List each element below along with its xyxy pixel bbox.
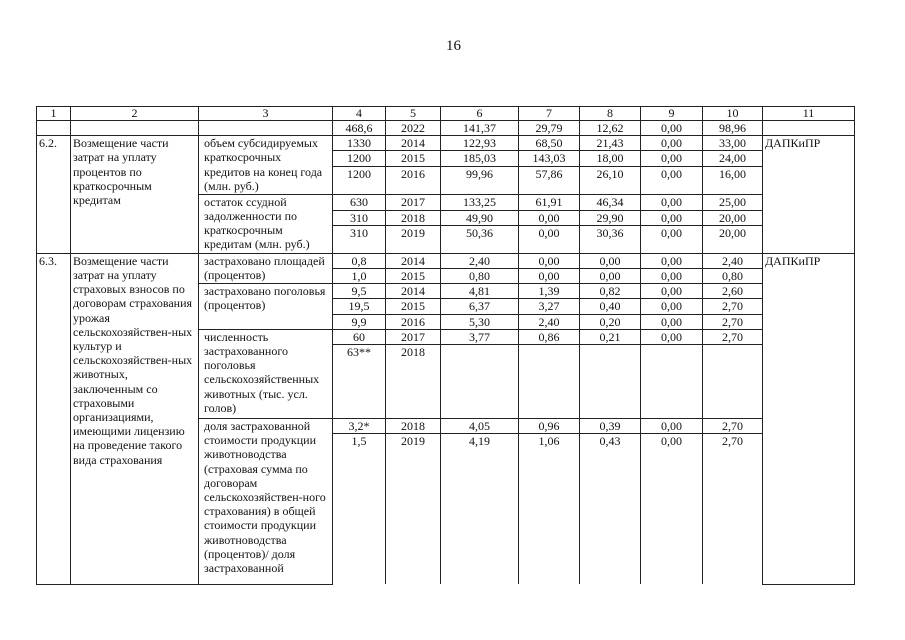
table-cell: 2014	[386, 284, 441, 299]
table-cell: 0,39	[580, 419, 641, 434]
col-header: 5	[386, 107, 441, 121]
section-number: 6.3.	[37, 253, 71, 584]
table-cell: 310	[333, 210, 386, 225]
col-header: 2	[71, 107, 199, 121]
table-cell: 0,00	[641, 253, 703, 268]
table-cell: 1200	[333, 166, 386, 194]
table-cell: 2015	[386, 269, 441, 284]
executor: ДАПКиПР	[763, 253, 855, 584]
table-cell: 0,00	[641, 419, 703, 434]
table-cell: 46,34	[580, 194, 641, 210]
table-cell: 2014	[386, 136, 441, 151]
table-cell: 2019	[386, 225, 441, 253]
table-cell: 2,70	[703, 299, 763, 314]
table-cell: 21,43	[580, 136, 641, 151]
col-header: 6	[441, 107, 519, 121]
table-cell: 29,79	[519, 121, 580, 136]
table-cell: 2,40	[519, 314, 580, 329]
table-cell: 18,00	[580, 151, 641, 166]
table-cell: 0,86	[519, 329, 580, 344]
table-cell	[641, 345, 703, 419]
table-cell: 2,70	[703, 434, 763, 585]
table-cell: 0,00	[641, 166, 703, 194]
table-cell: 20,00	[703, 225, 763, 253]
table-cell: 1,0	[333, 269, 386, 284]
table-cell: 0,00	[519, 210, 580, 225]
table-cell: 16,00	[703, 166, 763, 194]
table-cell: 9,5	[333, 284, 386, 299]
table-cell: 0,00	[641, 136, 703, 151]
indicator-name: застраховано площадей (процентов)	[199, 253, 333, 283]
table-cell: 2016	[386, 314, 441, 329]
page-number: 16	[446, 38, 461, 54]
col-header: 10	[703, 107, 763, 121]
table-cell: 61,91	[519, 194, 580, 210]
table-cell: 0,00	[519, 269, 580, 284]
table-cell: 99,96	[441, 166, 519, 194]
section-number: 6.2.	[37, 136, 71, 254]
table-cell: 122,93	[441, 136, 519, 151]
table-cell: 2,60	[703, 284, 763, 299]
table-cell: 2017	[386, 329, 441, 344]
table-cell	[580, 345, 641, 419]
table-row	[37, 121, 855, 136]
table-cell: 57,86	[519, 166, 580, 194]
col-header: 9	[641, 107, 703, 121]
col-header: 8	[580, 107, 641, 121]
table-cell: 2,40	[441, 253, 519, 268]
table-cell: 0,00	[641, 284, 703, 299]
table-cell: 0,00	[641, 299, 703, 314]
table-cell: 630	[333, 194, 386, 210]
table-cell: 3,27	[519, 299, 580, 314]
table-cell: 2017	[386, 194, 441, 210]
col-header: 4	[333, 107, 386, 121]
table-cell: 133,25	[441, 194, 519, 210]
indicator-name: застраховано поголовья (процентов)	[199, 284, 333, 330]
table-cell: 1,39	[519, 284, 580, 299]
table-cell: 25,00	[703, 194, 763, 210]
table-cell: 2018	[386, 345, 441, 419]
table-cell: 24,00	[703, 151, 763, 166]
table-cell: 0,00	[641, 151, 703, 166]
table-cell: 26,10	[580, 166, 641, 194]
table-cell: 2015	[386, 299, 441, 314]
table-cell: 12,62	[580, 121, 641, 136]
table-cell: 1330	[333, 136, 386, 151]
table-cell: 0,00	[641, 121, 703, 136]
table-cell: 33,00	[703, 136, 763, 151]
table-cell: 0,20	[580, 314, 641, 329]
table-cell: 0,80	[441, 269, 519, 284]
table-cell: 0,00	[641, 194, 703, 210]
table-cell	[519, 345, 580, 419]
table-cell: 0,21	[580, 329, 641, 344]
table-cell: 2014	[386, 253, 441, 268]
table-cell: 0,8	[333, 253, 386, 268]
table-cell: 0,00	[519, 225, 580, 253]
table-cell: 19,5	[333, 299, 386, 314]
table-cell: 6,37	[441, 299, 519, 314]
table-cell	[441, 345, 519, 419]
table-cell: 1,5	[333, 434, 386, 585]
col-header: 3	[199, 107, 333, 121]
indicator-name: объем субсидируемых краткосрочных кредитов на конец года (млн. руб.)	[199, 136, 333, 194]
table-cell: 143,03	[519, 151, 580, 166]
table-cell: 0,00	[641, 434, 703, 585]
table-cell: 2,70	[703, 419, 763, 434]
table-cell: 3,2*	[333, 419, 386, 434]
table-cell: 2022	[386, 121, 441, 136]
table-cell: 0,00	[641, 314, 703, 329]
table-cell: 468,6	[333, 121, 386, 136]
table-cell: 2,70	[703, 329, 763, 344]
indicator-name: численность застрахованного поголовья сельскохозяйственных животных (тыс. усл. голов)	[199, 329, 333, 418]
col-header: 11	[763, 107, 855, 121]
table-cell: 2018	[386, 210, 441, 225]
table-cell: 0,00	[641, 329, 703, 344]
col-header: 7	[519, 107, 580, 121]
table-cell: 1200	[333, 151, 386, 166]
col-header: 1	[37, 107, 71, 121]
table-cell: 2015	[386, 151, 441, 166]
table-cell: 310	[333, 225, 386, 253]
table-cell: 2018	[386, 419, 441, 434]
table-row	[37, 136, 855, 151]
table-cell: 1,06	[519, 434, 580, 585]
table-row	[37, 253, 855, 268]
table-cell: 2016	[386, 166, 441, 194]
table-cell: 0,40	[580, 299, 641, 314]
table-cell: 3,77	[441, 329, 519, 344]
table-cell: 0,00	[580, 269, 641, 284]
table-cell: 4,19	[441, 434, 519, 585]
table-cell: 4,81	[441, 284, 519, 299]
indicator-name: остаток ссудной задолженности по краткосрочным кредитам (млн. руб.)	[199, 194, 333, 253]
table-cell: 60	[333, 329, 386, 344]
indicator-name: доля застрахованной стоимости продукции животноводства (страховая сумма по договорам сельскохозяйствен-ного страхования) в общей стоимости продукции животноводства (процентов)/ доля застрахованной	[199, 419, 333, 585]
header-row	[37, 107, 855, 121]
table-cell: 0,96	[519, 419, 580, 434]
table-cell: 9,9	[333, 314, 386, 329]
table-cell: 68,50	[519, 136, 580, 151]
table-cell: 0,80	[703, 269, 763, 284]
table-cell: 0,00	[641, 269, 703, 284]
table-cell: 4,05	[441, 419, 519, 434]
table-cell: 50,36	[441, 225, 519, 253]
table-cell: 141,37	[441, 121, 519, 136]
table-cell	[703, 345, 763, 419]
measure-name: Возмещение части затрат на уплату процентов по краткосрочным кредитам	[71, 136, 199, 254]
table-cell: 0,82	[580, 284, 641, 299]
executor: ДАПКиПР	[763, 136, 855, 254]
table-cell: 0,00	[580, 253, 641, 268]
table-cell: 0,00	[641, 225, 703, 253]
table-cell: 29,90	[580, 210, 641, 225]
table-cell: 2019	[386, 434, 441, 585]
program-table	[36, 106, 855, 585]
table-cell: 2,70	[703, 314, 763, 329]
measure-name: Возмещение части затрат на уплату страховых взносов по договорам страхования урожая сельскохозяйствен-ных культур и сельскохозяйствен-ных животных, заключенным со страховыми организациями, имеющими лицензию на проведение такого вида страхования	[71, 253, 199, 584]
table-cell: 49,90	[441, 210, 519, 225]
table-cell: 0,43	[580, 434, 641, 585]
table-cell: 63**	[333, 345, 386, 419]
table-cell: 185,03	[441, 151, 519, 166]
table-cell: 0,00	[641, 210, 703, 225]
table-cell: 20,00	[703, 210, 763, 225]
table-cell: 5,30	[441, 314, 519, 329]
table-cell: 30,36	[580, 225, 641, 253]
table-cell: 2,40	[703, 253, 763, 268]
table-cell: 0,00	[519, 253, 580, 268]
table-cell: 98,96	[703, 121, 763, 136]
